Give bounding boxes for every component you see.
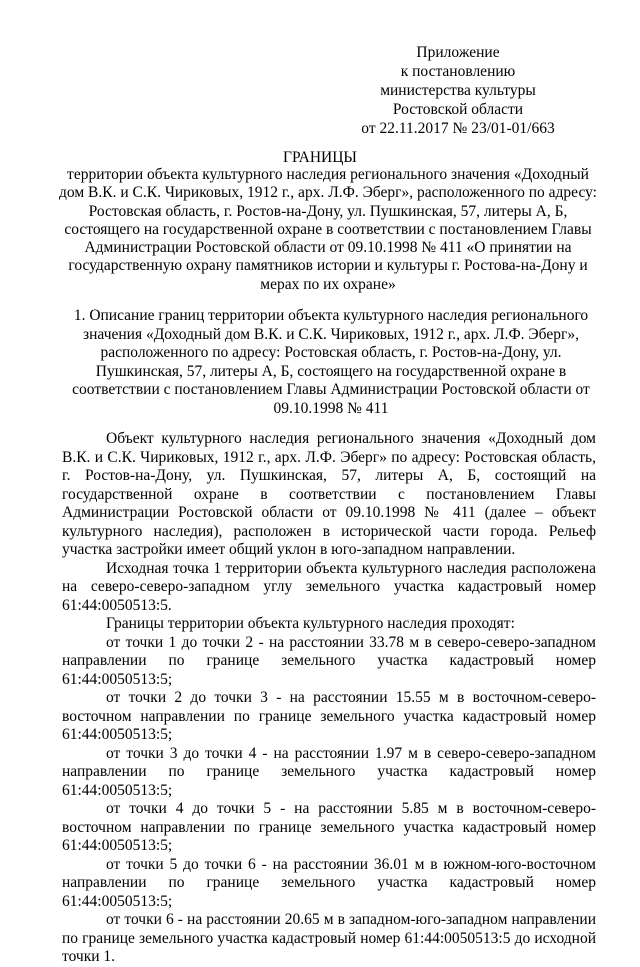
- document-body: [62, 430, 596, 967]
- appendix-header: [328, 43, 588, 138]
- paragraph: от точки 5 до точки 6 - на расстоянии 36.01 м в южном-юго-восточном направлении по границе земельного участка кадастровый номер 61:44:0050513:5;: [62, 855, 596, 910]
- appendix-line-1: Приложение: [416, 44, 500, 61]
- document-subtitle: территории объекта культурного наследия регионального значения «Доходный дом В.К. и С.К. Чириковых, 1912 г., арх. Л.Ф. Эберг», расположенного по адресу: Ростовская область, г. Ростов-на-Дону, ул. Пушкинская, 57, литеры А, Б, состоящего на государственной охране в соответствии с постановлением Главы Администрации Ростовской области от 09.10.1998 № 411 «О принятии на государственную охрану памятников истории и культуры г. Ростова-на-Дону и мерах по их охране»: [59, 166, 597, 293]
- paragraph: Границы территории объекта культурного наследия проходят:: [106, 615, 515, 632]
- paragraph: Объект культурного наследия регионального значения «Доходный дом В.К. и С.К. Чириковых, 1912 г., арх. Л.Ф. Эберг» по адресу: Ростовская область, г. Ростов-на-Дону, ул. Пушкинская, 57, литеры А, Б, состоящий на государственной охране в соответствии с постановлением Главы Администрации Ростовской области от 09.10.1998 № 411 (далее – объект культурного наследия), расположен в исторической части города. Рельеф участка застройки имеет общий уклон в юго-западном направлении.: [62, 430, 596, 558]
- paragraph: от точки 1 до точки 2 - на расстоянии 33.78 м в северо-северо-западном направлении по границе земельного участка кадастровый номер 61:44:0050513:5;: [62, 633, 596, 688]
- section-1-heading: 1. Описание границ территории объекта культурного наследия регионального значения «Доходный дом В.К. и С.К. Чириковых, 1912 г., арх. Л.Ф. Эберг», расположенного по адресу: Ростовская область, г. Ростов-на-Дону, ул. Пушкинская, 57, литеры А, Б, состоящего на государственной охране в соответствии с постановлением Главы Администрации Ростовской области от 09.10.1998 № 411: [72, 307, 590, 417]
- document-title: ГРАНИЦЫ: [283, 149, 357, 166]
- appendix-line-3: министерства культуры: [380, 82, 536, 99]
- appendix-line-2: к постановлению: [400, 63, 516, 80]
- paragraph: от точки 4 до точки 5 - на расстоянии 5.85 м в восточном-северо-восточном направлении по границе земельного участка кадастровый номер 61:44:0050513:5;: [62, 800, 596, 854]
- appendix-line-4: Ростовской области: [392, 101, 524, 118]
- appendix-line-5: от 22.11.2017 № 23/01-01/663: [361, 120, 555, 137]
- paragraph: от точки 3 до точки 4 - на расстоянии 1.97 м в северо-северо-западном направлении по границе земельного участка кадастровый номер 61:44:0050513:5;: [62, 744, 596, 799]
- paragraph: от точки 2 до точки 3 - на расстоянии 15.55 м в восточном-северо-восточном направлении по границе земельного участка кадастровый номер 61:44:0050513:5;: [62, 689, 596, 743]
- paragraph: Исходная точка 1 территории объекта культурного наследия расположена на северо-северо-западном углу земельного участка кадастровый номер 61:44:0050513:5.: [62, 559, 596, 614]
- paragraph: от точки 6 - на расстоянии 20.65 м в западном-юго-западном направлении по границе земельного участка кадастровый номер 61:44:0050513:5 до исходной точки 1.: [62, 911, 596, 965]
